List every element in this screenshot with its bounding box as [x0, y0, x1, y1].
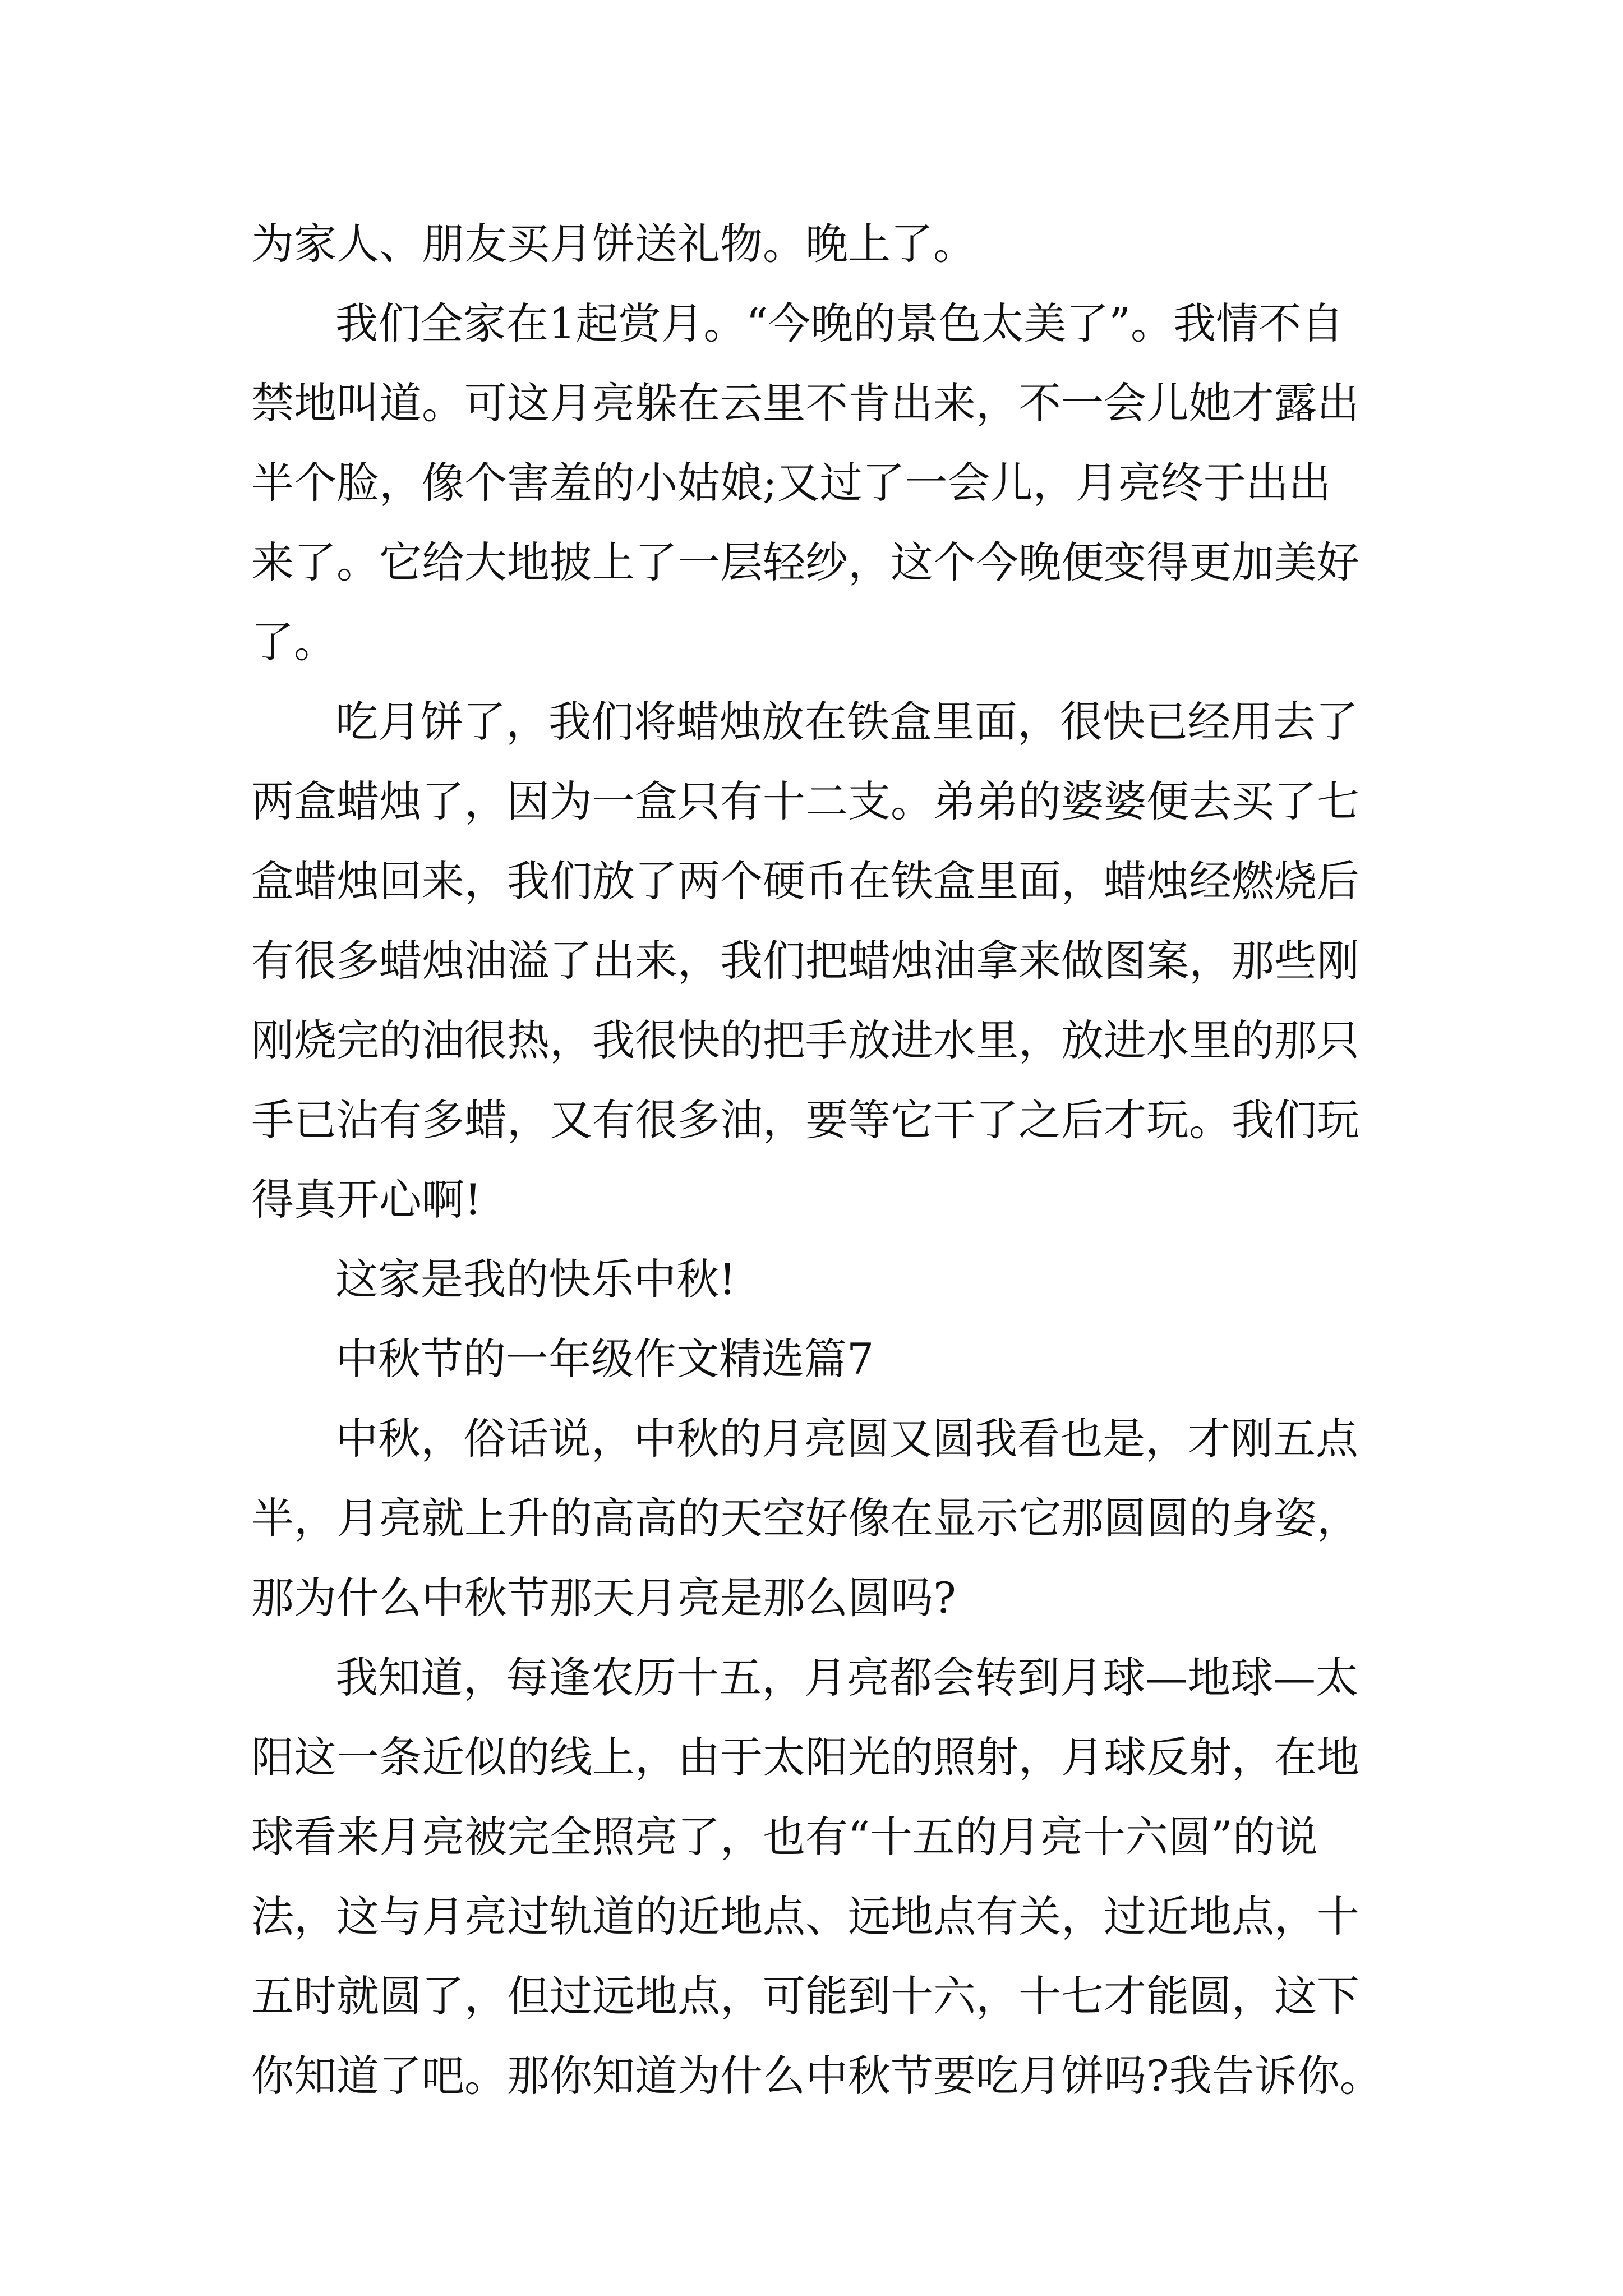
text-line-19: 我知道，每逢农历十五，月亮都会转到月球—地球—太 [335, 1653, 1358, 1703]
text-line-20: 阳这一条近似的线上，由于太阳光的照射，月球反射，在地 [251, 1732, 1359, 1782]
text-line-9: 盒蜡烛回来，我们放了两个硬币在铁盒里面，蜡烛经燃烧后 [251, 856, 1359, 906]
text-line-7: 吃月饼了，我们将蜡烛放在铁盒里面，很快已经用去了 [335, 697, 1358, 747]
text-line-23: 五时就圆了，但过远地点，可能到十六，十七才能圆，这下 [251, 1971, 1359, 2021]
text-line-4: 半个脸，像个害羞的小姑娘;又过了一会儿，月亮终于出出 [251, 458, 1331, 508]
text-line-8: 两盒蜡烛了，因为一盒只有十二支。弟弟的婆婆便去买了七 [251, 776, 1359, 826]
text-line-24: 你知道了吧。那你知道为什么中秋节要吃月饼吗?我告诉你。 [251, 2051, 1382, 2101]
text-line-13: 得真开心啊! [251, 1175, 482, 1225]
text-line-3: 禁地叫道。可这月亮躲在云里不肯出来，不一会儿她才露出 [251, 378, 1359, 428]
text-line-14: 这家是我的快乐中秋! [335, 1254, 736, 1304]
text-line-5: 来了。它给大地披上了一层轻纱，这个今晚便变得更加美好 [251, 537, 1359, 587]
text-line-6: 了。 [251, 617, 336, 667]
text-line-11: 刚烧完的油很热，我很快的把手放进水里，放进水里的那只 [251, 1015, 1359, 1065]
text-line-1: 为家人、朋友买月饼送礼物。晚上了。 [251, 219, 976, 269]
text-line-22: 法，这与月亮过轨道的近地点、远地点有关，过近地点，十 [251, 1892, 1359, 1941]
text-line-10: 有很多蜡烛油溢了出来，我们把蜡烛油拿来做图案，那些刚 [251, 936, 1359, 986]
text-line-17: 半，月亮就上升的高高的天空好像在显示它那圆圆的身姿， [251, 1493, 1359, 1543]
text-line-12: 手已沾有多蜡，又有很多油，要等它干了之后才玩。我们玩 [251, 1095, 1359, 1145]
text-line-18: 那为什么中秋节那天月亮是那么圆吗? [251, 1573, 956, 1623]
text-line-16: 中秋，俗话说，中秋的月亮圆又圆我看也是，才刚五点 [335, 1414, 1358, 1464]
text-line-2: 我们全家在1起赏月。“今晚的景色太美了”。我情不自 [335, 298, 1344, 348]
text-line-15: 中秋节的一年级作文精选篇7 [335, 1334, 874, 1384]
text-line-21: 球看来月亮被完全照亮了，也有“十五的月亮十六圆”的说 [251, 1812, 1318, 1862]
